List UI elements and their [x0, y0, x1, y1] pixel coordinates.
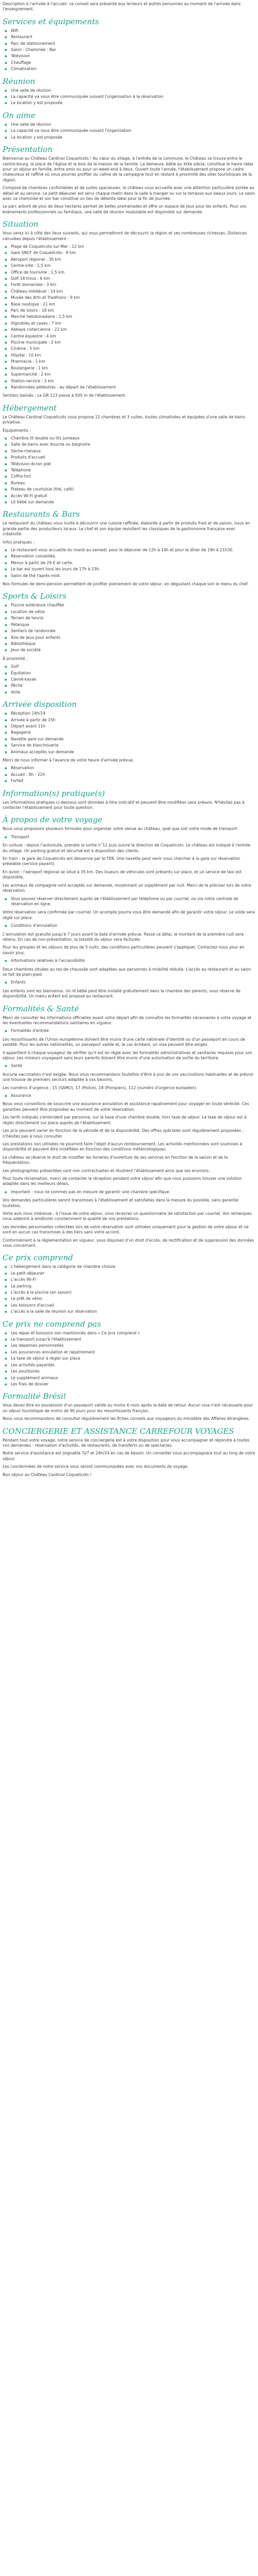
list-item: ▪ Aéroport régional : 35 km	[9, 257, 255, 262]
paragraph: Le château se réserve le droit de modifier les horaires d'ouverture de ses services en fonction de la saison et de la fréquentation.	[3, 1155, 228, 1165]
list-item: ▪ Conditions d'annulation	[9, 923, 255, 928]
list-item: ▪ Vignobles et caves : 7 km	[9, 321, 255, 326]
list-item: ▪ Parc de stationnement	[9, 41, 255, 46]
list-item: ▪ Hôpital : 10 km	[9, 353, 255, 358]
list-item: ▪ Terrain de tennis	[9, 616, 255, 621]
paragraph: Sentiers balisés : Le GR 123 passe à 500 m de l'établissement.	[3, 393, 126, 398]
bullet-list	[3, 122, 255, 140]
bullet-list	[3, 1028, 255, 1033]
list-item: ▪ Informations relatives à l'accessibilité	[9, 958, 255, 963]
list-item: ▪ Lit bébé sur demande	[9, 500, 255, 505]
list-item: ▪ Les frais de dossier	[9, 1382, 255, 1387]
list-item: ▪ Bagagerie	[9, 730, 255, 735]
list-item: ▪ Aire de jeux pour enfants	[9, 635, 255, 640]
section-title: Arrivée disposition	[3, 700, 77, 709]
paragraph: Les numéros d'urgence : 15 (SAMU), 17 (Police), 18 (Pompiers), 112 (numéro d'urgence européen).	[3, 1085, 198, 1090]
section-title: Formalité Brésil	[3, 1392, 66, 1401]
list-item: ▪ Pharmacie : 1 km	[9, 359, 255, 364]
list-item: ▪ Forfait	[9, 778, 255, 784]
paragraph: Les photographies présentées sont non contractuelles et illustrent l'établissement ainsi que ses environs.	[3, 1168, 210, 1173]
section-on-aime	[3, 111, 255, 140]
paragraph: Vous serez ici à côté des lieux suivants, qui vous permettront de découvrir la région et ses nombreuses richesses. Distances calculées depuis l'établissement :	[3, 231, 247, 241]
section-title: Hébergement	[3, 403, 57, 413]
list-item: ▪ Le parking	[9, 1284, 255, 1289]
paragraph: Pour les groupes et les séjours de plus de 5 nuits, des conditions particulières peuvent s'appliquer. Contactez-nous pour en savoir plus.	[3, 945, 245, 955]
paragraph: Votre avis nous intéresse : à l'issue de votre séjour, vous recevrez un questionnaire de satisfaction par courriel. Vos remarques nous aideront à améliorer constamment la qualité de nos prestations.	[3, 1211, 252, 1222]
section-title: Information(s) pratique(s)	[3, 788, 105, 798]
section-reunion	[3, 77, 255, 106]
list-item: ▪ Menus à partir de 29 € et carte.	[9, 561, 255, 566]
list-item: ▪ Salon de thé l'après-midi.	[9, 573, 255, 579]
list-item: ▪ Piscine municipale : 2 km	[9, 340, 255, 345]
list-item: ▪ La capacité va vous être communiquée suivant l'organisation à la réservation	[9, 94, 255, 99]
list-item: ▪ Le prêt de vélos	[9, 1296, 255, 1301]
bullet-list	[3, 835, 255, 840]
section-sports-loisirs	[3, 591, 255, 695]
list-item: ▪ Le restaurant vous accueille du mardi au samedi, pour le déjeuner de 12h à 14h et pour le dîner de 19h à 21h30.	[9, 548, 255, 553]
list-item: ▪ Service de blanchisserie	[9, 743, 255, 748]
list-item: ▪ Le supplément animaux	[9, 1376, 255, 1381]
section-ce-prix-comprend	[3, 1253, 255, 1314]
section-title: À propos de votre voyage	[3, 815, 103, 825]
paragraph: L'annulation est gratuite jusqu'à 7 jours avant la date d'arrivée prévue. Passé ce délai, le montant de la première nuit sera retenu. En cas de non-présentation, la totalité du séjour sera facturée.	[3, 931, 244, 942]
bullet-list	[3, 1093, 255, 1098]
section-title: Sports & Loisirs	[3, 591, 67, 601]
paragraph: Les animaux de compagnie sont acceptés sur demande, moyennant un supplément par nuit. Merci de le préciser lors de votre réservation.	[3, 883, 251, 893]
list-item: ▪ Sèche-cheveux	[9, 449, 255, 454]
paragraph: Les données personnelles collectées lors de votre réservation sont utilisées uniquement pour la gestion de votre séjour et ne sont en aucun cas transmises à des tiers sans votre accord.	[3, 1224, 249, 1235]
list-item: ▪ Important : nous ne sommes pas en mesure de garantir une chambre spécifique	[9, 1190, 255, 1195]
bullet-list	[3, 664, 255, 695]
list-item: ▪ La location y est proposée	[9, 135, 255, 140]
paragraph: Le Château Cardinal Coquelicots vous propose 12 chambres et 3 suites, toutes climatisées et équipées d'une salle de bains privative.	[3, 414, 246, 425]
section-information-s-pratique-s	[3, 789, 255, 811]
list-item: ▪ Boulangerie : 1 km	[9, 366, 255, 371]
list-item: ▪ Vous pouvez réserver directement auprès de l'établissement par téléphone ou par courriel, ou via notre centrale de réservation en ligne.	[9, 896, 255, 907]
section-formalites-sante	[3, 1004, 255, 1249]
paragraph: Notre service d'assistance est joignable 7j/7 et 24h/24 en cas de besoin. Un conseiller vous accompagnera tout au long de votre séjour.	[3, 1451, 255, 1461]
list-item: ▪ Gare SNCF de Coquelicots : 8 km	[9, 250, 255, 256]
list-item: ▪ Centre-ville : 1,5 km	[9, 263, 255, 268]
section-title: CONCIERGERIE ET ASSISTANCE CARREFOUR VOYAGES	[3, 1426, 234, 1436]
paragraph: Bon séjour au Château Cardinal Coquelicots !	[3, 1472, 92, 1477]
list-item: ▪ Parc de loisirs : 18 km	[9, 308, 255, 313]
list-item: ▪ Sentiers de randonnée	[9, 629, 255, 634]
section-presentation	[3, 145, 255, 215]
section-arrivee-disposition	[3, 700, 255, 784]
paragraph: Les ressortissants de l'Union européenne doivent être munis d'une carte nationale d'identité ou d'un passeport en cours de validité. Pour les autres nationalités, un passeport valide et, le cas échéant, un visa peuvent être exigés.	[3, 1037, 246, 1047]
section-formalite-bresil	[3, 1392, 255, 1421]
list-item: ▪ Les assurances annulation et rapatriement	[9, 1350, 255, 1355]
paragraph: Le parc arboré de plus de deux hectares permet de belles promenades et offre un espace de jeux pour les enfants. Pour vos événements professionnels ou familiaux, une salle de réunion modulable est disponible sur demande.	[3, 204, 247, 214]
list-item: ▪ Réservation conseillée.	[9, 554, 255, 559]
section-title: Situation	[3, 219, 39, 229]
paragraph: Bienvenue au Château Cardinal Coquelicots ! Au cœur du village, à l'entrée de la commune, le Château se trouve entre le centre-bourg, la place de l'église et le bois de la maison de la famille. La demeure, bâtie au XIXe siècle, constitue le havre idéal pour un séjour en famille, entre amis ou pour un week-end à deux. Ouvert toute l'année, l'établissement propose un cadre chaleureux et raffiné où vous pourrez profiter du calme de la campagne tout en restant à proximité des sites touristiques de la région.	[3, 156, 253, 182]
list-item: ▪ Golf	[9, 664, 255, 669]
list-item: ▪ Plateau de courtoisie (thé, café)	[9, 487, 255, 492]
paragraph: Vous devez être en possession d'un passeport valide au moins 6 mois après la date de retour. Aucun visa n'est nécessaire pour un séjour touristique de moins de 90 jours pour les ressortissants français.	[3, 1403, 253, 1413]
paragraph: Pendant tout votre voyage, notre service de conciergerie est à votre disposition pour vous accompagner et répondre à toutes vos demandes : réservation d'activités, de restaurants, de transferts ou de spectacles.	[3, 1437, 250, 1448]
list-item: ▪ Cinéma : 5 km	[9, 346, 255, 351]
list-item: ▪ Le petit-déjeuner	[9, 1271, 255, 1276]
intro-text: Description à l'arrivée à l'accueil: ce conseil sera présenté aux lecteurs et autres personnes au moment de l'arrivée dans l'enseignement.	[3, 2, 241, 12]
list-item: ▪ Abbaye cistercienne : 22 km	[9, 327, 255, 332]
list-item: ▪ Le transport jusqu'à l'établissement	[9, 1337, 255, 1342]
bullet-list	[3, 958, 255, 963]
list-item: ▪ Randonnées pédestres : au départ de l'établissement	[9, 385, 255, 390]
list-item: ▪ Office de tourisme : 1,5 km	[9, 270, 255, 275]
list-item: ▪ Départ avant 11h	[9, 724, 255, 729]
paragraph: Les prestations non utilisées ne pourront faire l'objet d'aucun remboursement. Les activités mentionnées sont soumises à disponibilité et peuvent être modifiées en fonction des conditions météorologiques.	[3, 1141, 243, 1152]
list-item: ▪ Plage de Coquelicots-sur-Mer : 12 km	[9, 244, 255, 249]
list-item: ▪ Pétanque	[9, 622, 255, 628]
list-item: ▪ Assurance	[9, 1093, 255, 1098]
bullet-list	[3, 603, 255, 653]
paragraph: Infos pratiques :	[3, 539, 35, 545]
list-item: ▪ Une salle de réunion	[9, 122, 255, 127]
list-item: ▪ Téléphone	[9, 468, 255, 473]
paragraph: Les tarifs indiqués s'entendent par personne, sur la base d'une chambre double, hors taxe de séjour. La taxe de séjour est à régler directement sur place auprès de l'établissement.	[3, 1115, 247, 1125]
list-item: ▪ Base nautique : 11 km	[9, 302, 255, 307]
list-item: ▪ Transport	[9, 835, 255, 840]
bullet-list	[3, 1190, 255, 1195]
list-item: ▪ Accueil : 8h - 22h	[9, 772, 255, 777]
paragraph: Nous vous conseillons de souscrire une assurance annulation et assistance rapatriement pour voyager en toute sérénité. Ces garanties peuvent être proposées au moment de votre réservation.	[3, 1101, 249, 1112]
paragraph: Vos demandes particulières seront transmises à l'établissement et satisfaites dans la mesure du possible, sans garantie toutefois.	[3, 1198, 238, 1208]
list-item: ▪ Arrivée à partir de 15h	[9, 718, 255, 723]
list-item: ▪ L'accès à la salle de réunion sur réservation	[9, 1309, 255, 1314]
bullet-list	[3, 1331, 255, 1387]
section-title: Restaurants & Bars	[3, 510, 80, 519]
paragraph: En train : la gare de Coquelicots est desservie par le TER. Une navette peut venir vous chercher à la gare sur réservation préalable (service payant).	[3, 856, 240, 867]
paragraph: Nous vous proposons plusieurs formules pour organiser votre venue au château, quel que soit votre mode de transport.	[3, 826, 238, 832]
bullet-list	[3, 923, 255, 928]
list-item: ▪ La location y est proposée	[9, 100, 255, 106]
bullet-list	[3, 896, 255, 907]
list-item: ▪ La capacité va vous être communiquée suivant l'organisation	[9, 128, 255, 133]
paragraph: Aucune vaccination n'est exigée. Nous vous recommandons toutefois d'être à jour de vos vaccinations habituelles et de prévoir une trousse de premiers secours adaptée à vos besoins.	[3, 1072, 254, 1082]
paragraph: Les informations pratiques ci-dessous sont données à titre indicatif et peuvent être modifiées sans préavis. N'hésitez pas à contacter l'établissement pour toute question.	[3, 800, 245, 810]
section-conciergerie-et-assistance-carrefour-voyages	[3, 1427, 255, 1478]
paragraph: Votre réservation sera confirmée par courriel. Un acompte pourra vous être demandé afin de garantir votre séjour. Le solde sera réglé sur place.	[3, 910, 255, 920]
list-item: ▪ Produits d'accueil	[9, 455, 255, 460]
list-item: ▪ Centre équestre : 4 km	[9, 334, 255, 339]
list-item: ▪ Santé	[9, 1063, 255, 1069]
paragraph: Les enfants sont les bienvenus. Un lit bébé peut être installé gratuitement dans la chambre des parents, sous réserve de disponibilité. Un menu enfant est proposé au restaurant.	[3, 988, 240, 999]
section-ce-prix-ne-comprend-pas	[3, 1319, 255, 1387]
bullet-list	[3, 766, 255, 784]
paragraph: En voiture : depuis l'autoroute, prendre la sortie n°12 puis suivre la direction de Coquelicots. Le château est indiqué à l'entrée du village. Un parking gratuit et sécurisé est à disposition des clients.	[3, 843, 251, 853]
list-item: ▪ Télévision écran plat	[9, 462, 255, 467]
bullet-list	[3, 1063, 255, 1069]
list-item: ▪ Animaux acceptés sur demande	[9, 750, 255, 755]
list-item: ▪ Bibliothèque	[9, 641, 255, 647]
section-title: Présentation	[3, 145, 53, 155]
list-item: ▪ Chauffage	[9, 60, 255, 65]
section-situation	[3, 219, 255, 399]
section-title: Ce prix comprend	[3, 1253, 73, 1263]
list-item: ▪ Piscine extérieure chauffée	[9, 603, 255, 608]
list-item: ▪ Chambre lit double ou lits jumeaux	[9, 436, 255, 441]
bullet-list	[3, 980, 255, 985]
bullet-list	[3, 436, 255, 505]
section-title: Formalités & Santé	[3, 1004, 79, 1013]
list-item: ▪ Forêt domaniale : 3 km	[9, 282, 255, 287]
list-item: ▪ Canoë-kayak	[9, 677, 255, 682]
bullet-list	[3, 28, 255, 72]
paragraph: Le restaurant du château vous invite à découvrir une cuisine raffinée, élaborée à partir de produits frais et de saison, issus en grande partie des producteurs locaux. Le chef et son équipe revisitent les classiques de la gastronomie française avec créativité.	[3, 521, 250, 537]
list-item: ▪ Les boissons d'accueil	[9, 1303, 255, 1308]
list-item: ▪ Station-service : 3 km	[9, 379, 255, 384]
paragraph: Deux chambres situées au rez-de-chaussée sont adaptées aux personnes à mobilité réduite. L'accès au restaurant et au salon se fait de plain-pied.	[3, 967, 251, 977]
list-item: ▪ Le bar est ouvert tous les jours de 17h à 23h.	[9, 567, 255, 572]
list-item: ▪ Télévision	[9, 54, 255, 59]
section-a-propos-de-votre-voyage	[3, 815, 255, 999]
list-item: ▪ Coffre-fort	[9, 474, 255, 479]
list-item: ▪ Navette gare sur demande	[9, 737, 255, 742]
bullet-list	[3, 244, 255, 390]
list-item: ▪ Salle de bains avec douche ou baignoire	[9, 442, 255, 447]
list-item: ▪ Formalités d'entrée	[9, 1028, 255, 1033]
paragraph: Conformément à la réglementation en vigueur, vous disposez d'un droit d'accès, de rectification et de suppression des données vous concernant.	[3, 1238, 254, 1248]
list-item: ▪ Climatisation	[9, 66, 255, 72]
list-item: ▪ Jeux de société	[9, 648, 255, 653]
section-title: On aime	[3, 110, 36, 120]
list-item: ▪ Château médiéval : 14 km	[9, 289, 255, 294]
list-item: ▪ L'accès à la piscine (en saison)	[9, 1290, 255, 1295]
list-item: ▪ Les repas et boissons non mentionnés dans « Ce prix comprend »	[9, 1331, 255, 1336]
list-item: ▪ Supermarché : 2 km	[9, 372, 255, 377]
section-title: Ce prix ne comprend pas	[3, 1319, 101, 1329]
list-item: ▪ Les activités payantes	[9, 1363, 255, 1368]
list-item: ▪ Voile	[9, 690, 255, 695]
list-item: ▪ Réservation	[9, 766, 255, 771]
paragraph: Nos formules de demi-pension permettent de profiter pleinement de votre séjour, en dégustant chaque soir le menu du chef.	[3, 582, 249, 587]
list-item: ▪ L'accès Wi-Fi	[9, 1277, 255, 1282]
paragraph: Les prix peuvent varier en fonction de la période et de la disponibilité. Des offres spéciales sont régulièrement proposées : n'hésitez pas à nous consulter.	[3, 1128, 244, 1139]
paragraph: En avion : l'aéroport régional se situe à 35 km. Des loueurs de véhicules sont présents sur place, et un service de taxi est disponible.	[3, 869, 242, 880]
bullet-list	[3, 1264, 255, 1314]
list-item: ▪ Musée des Arts et Traditions : 9 km	[9, 295, 255, 300]
paragraph: Équipements :	[3, 428, 31, 433]
section-title: Services et équipements	[3, 16, 99, 26]
list-item: ▪ Golf 18 trous : 6 km	[9, 276, 255, 281]
paragraph: Il appartient à chaque voyageur de vérifier qu'il est en règle avec les formalités administratives et sanitaires requises pour son séjour. Les mineurs voyageant sans leurs parents doivent être munis d'une autorisation de sortie du territoire.	[3, 1050, 252, 1061]
list-item: ▪ Enfants	[9, 980, 255, 985]
list-item: ▪ Les pourboires	[9, 1369, 255, 1374]
list-item: ▪ Wifi	[9, 28, 255, 33]
list-item: ▪ Bureau	[9, 481, 255, 486]
bullet-list	[3, 711, 255, 755]
list-item: ▪ Accès Wi-Fi gratuit	[9, 494, 255, 499]
list-item: ▪ Marché hebdomadaire : 1,5 km	[9, 314, 255, 319]
section-restaurants-bars	[3, 510, 255, 587]
paragraph: Nous vous recommandons de consulter régulièrement les fiches conseils aux voyageurs du ministère des Affaires étrangères.	[3, 1416, 250, 1421]
list-item: ▪ Location de vélos	[9, 609, 255, 615]
paragraph: Les coordonnées de notre service vous seront communiquées avec vos documents de voyage.	[3, 1464, 189, 1469]
section-services-et-equipements	[3, 17, 255, 72]
paragraph: À proximité :	[3, 656, 28, 661]
list-item: ▪ Restaurant	[9, 35, 255, 40]
bullet-list	[3, 88, 255, 106]
list-item: ▪ L'hébergement dans la catégorie de chambre choisie	[9, 1264, 255, 1269]
list-item: ▪ Les dépenses personnelles	[9, 1343, 255, 1348]
paragraph: Pour toute réclamation, merci de contacter la réception pendant votre séjour afin que nous puissions trouver une solution adaptée dans les meilleurs délais.	[3, 1176, 242, 1187]
list-item: ▪ Une salle de réunion	[9, 88, 255, 93]
bullet-list	[3, 548, 255, 579]
section-title: Réunion	[3, 76, 35, 86]
section-hebergement	[3, 403, 255, 505]
list-item: ▪ Réception 24h/24	[9, 711, 255, 716]
list-item: ▪ Équitation	[9, 671, 255, 676]
list-item: ▪ Pêche	[9, 683, 255, 688]
paragraph: Merci de consulter les informations officielles avant votre départ afin de connaître les formalités nécessaires à votre voyage et les éventuelles recommandations sanitaires en vigueur.	[3, 1015, 252, 1025]
list-item: ▪ Salon - Cheminée - Bar	[9, 47, 255, 53]
paragraph: Composé de chambres confortables et de suites spacieuses, le château vous accueille avec une attention particulière portée au détail et au service. Le petit-déjeuner est servi chaque matin dans la salle à manger ou sur la terrasse aux beaux jours. Le salon avec sa cheminée et son bar constitue un lieu de détente idéal pour la fin de journée.	[3, 185, 255, 201]
paragraph: Merci de nous informer à l'avance de votre heure d'arrivée prévue.	[3, 758, 134, 762]
list-item: ▪ La taxe de séjour à régler sur place	[9, 1356, 255, 1361]
